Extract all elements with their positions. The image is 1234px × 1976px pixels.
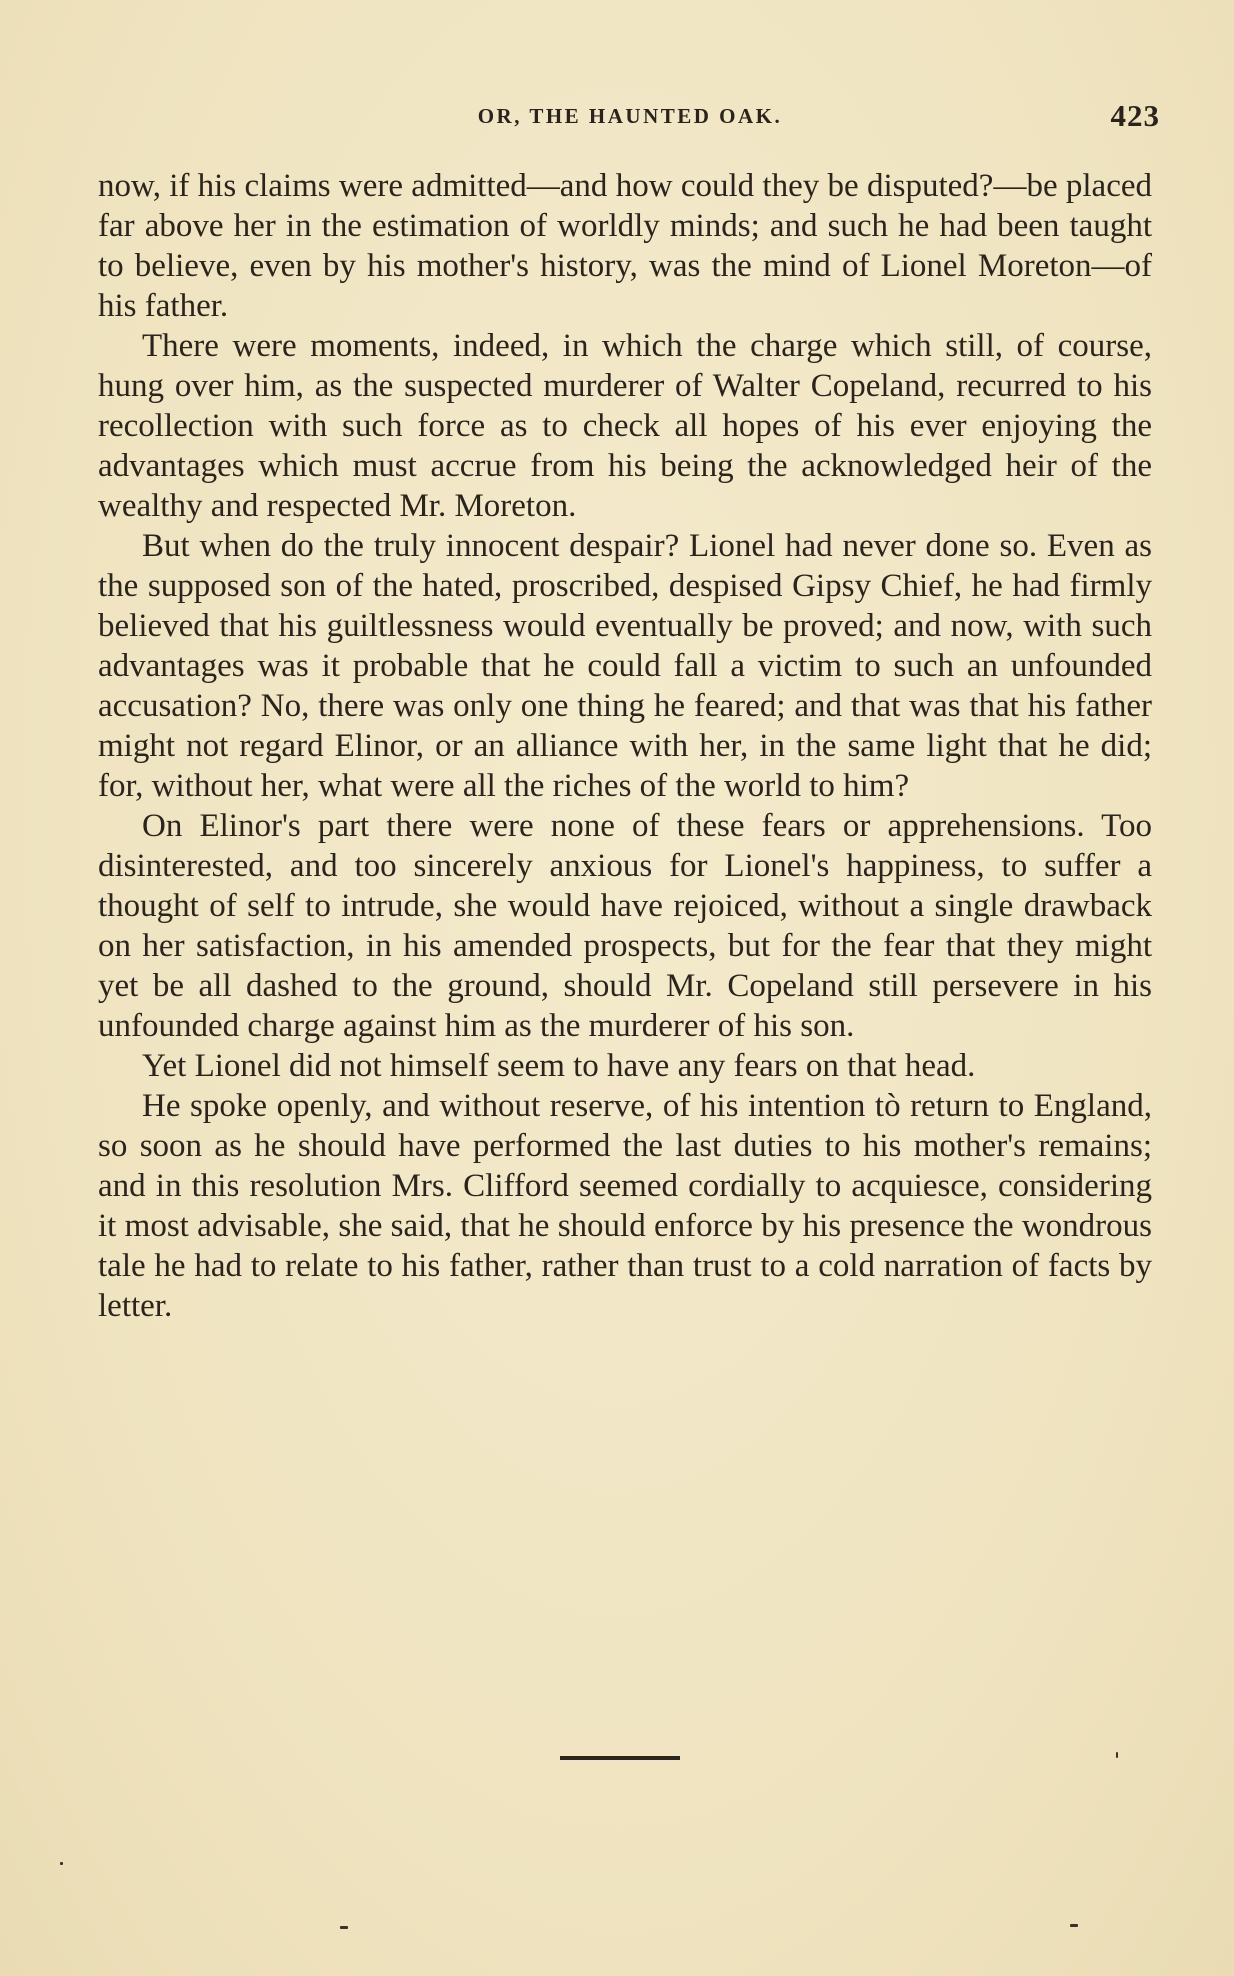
print-speck [60, 1862, 63, 1865]
running-head [100, 100, 1160, 140]
page-number: 423 [1110, 98, 1160, 133]
paragraph-4: On Elinor's part there were none of these fears or apprehensions. Too disinterested, and too sincerely anxious for Lionel's happiness, to suffer a thought of self to intrude, she would have rejoiced, without a single drawback on her satisfaction, in his amended prospects, but for the fear that they might yet be all dashed to the ground, should Mr. Copeland still persevere in his unfounded charge against him as the murderer of his son. [98, 808, 1152, 1044]
running-title: OR, THE HAUNTED OAK. [477, 104, 783, 128]
paragraph-3: But when do the truly innocent despair? Lionel had never done so. Even as the supposed son of the hated, proscribed, despised Gipsy Chief, he had firmly believed that his guiltlessness would eventually be proved; and now, with such advantages was it probable that he could fall a victim to such an unfounded accusation? No, there was only one thing he feared; and that was that his father might not regard Elinor, or an alliance with her, in the same light that he did; for, without her, what were all the riches of the world to him? [98, 528, 1152, 804]
body-text [98, 166, 1152, 1326]
paragraph-1: now, if his claims were admitted—and how could they be disputed?—be placed far above her in the estimation of worldly minds; and such he had been taught to believe, even by his mother's history, was the mind of Lionel Moreton—of his father. [98, 168, 1152, 324]
print-speck [340, 1926, 348, 1929]
print-speck [1116, 1752, 1118, 1758]
end-rule [560, 1756, 680, 1760]
paragraph-6: He spoke openly, and without reserve, of his intention tò return to England, so soon as he should have performed the last duties to his mother's remains; and in this resolution Mrs. Clifford seemed cordially to acquiesce, considering it most advisable, she said, that he should enforce by his presence the wondrous tale he had to relate to his father, rather than trust to a cold narration of facts by letter. [98, 1088, 1152, 1324]
print-speck [1070, 1924, 1078, 1927]
paragraph-5: Yet Lionel did not himself seem to have any fears on that head. [142, 1048, 976, 1084]
paragraph-2: There were moments, indeed, in which the charge which still, of course, hung over him, as the suspected murderer of Walter Copeland, recurred to his recollection with such force as to check all hopes of his ever enjoying the advantages which must accrue from his being the acknowledged heir of the wealthy and respected Mr. Moreton. [98, 328, 1152, 524]
